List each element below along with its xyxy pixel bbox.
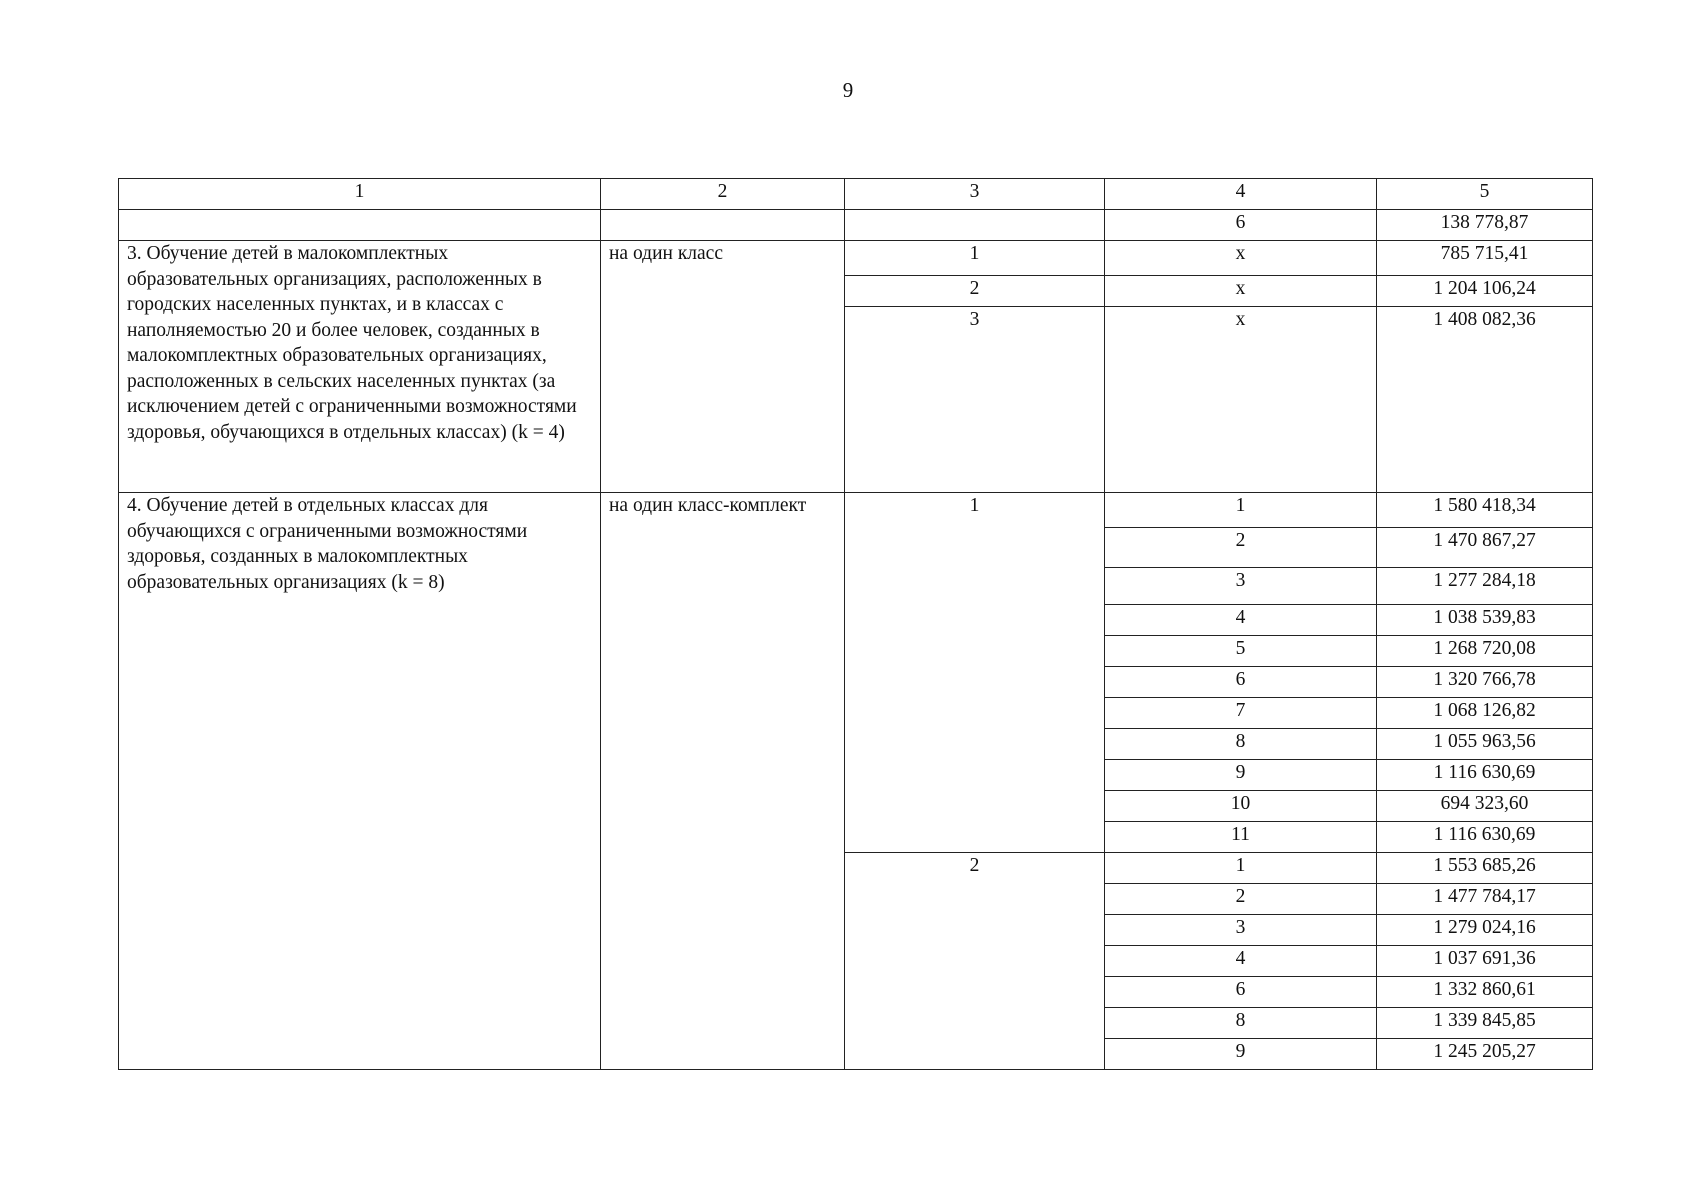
table-cell: 1 268 720,08 [1377,636,1593,667]
table-cell: 1 477 784,17 [1377,884,1593,915]
table-cell: 785 715,41 [1377,241,1593,276]
table-cell: х [1105,241,1377,276]
header-cell: 4 [1105,179,1377,210]
table-cell: 7 [1105,698,1377,729]
table-row [119,210,1593,241]
tariff-table [118,178,1593,1070]
header-cell: 5 [1377,179,1593,210]
table-cell: 4 [1105,605,1377,636]
table-cell: 694 323,60 [1377,791,1593,822]
group-cell: 2 [845,853,1105,1070]
table-cell: 4 [1105,946,1377,977]
table-cell: 3 [1105,915,1377,946]
table-cell: 1 580 418,34 [1377,493,1593,528]
table-cell: 1 116 630,69 [1377,822,1593,853]
table-row [119,493,1593,528]
section-4-unit: на один класс-комплект [601,493,845,1070]
table-cell [601,210,845,241]
table-cell: 1 245 205,27 [1377,1039,1593,1070]
table-cell: 9 [1105,760,1377,791]
table-cell: 1 038 539,83 [1377,605,1593,636]
page-number: 9 [842,78,854,102]
table-cell: 6 [1105,210,1377,241]
table-cell [119,210,601,241]
section-3-unit: на один класс [601,241,845,493]
table-cell: 8 [1105,729,1377,760]
table-cell: 1 339 845,85 [1377,1008,1593,1039]
table-cell: 9 [1105,1039,1377,1070]
table-cell: 1 116 630,69 [1377,760,1593,791]
table-cell: 11 [1105,822,1377,853]
table-cell: 138 778,87 [1377,210,1593,241]
table-cell: 2 [1105,884,1377,915]
table-cell: 8 [1105,1008,1377,1039]
table-cell: х [1105,276,1377,307]
table-cell: 1 [1105,493,1377,528]
group-cell: 1 [845,493,1105,853]
table-cell: 1 279 024,16 [1377,915,1593,946]
table-cell: 1 068 126,82 [1377,698,1593,729]
table-cell: 6 [1105,667,1377,698]
header-cell: 2 [601,179,845,210]
table-cell: 3 [1105,568,1377,605]
table-cell: 10 [1105,791,1377,822]
table-cell [845,210,1105,241]
header-cell: 1 [119,179,601,210]
table-header-row [119,179,1593,210]
table-cell: 1 553 685,26 [1377,853,1593,884]
table-cell: 1 320 766,78 [1377,667,1593,698]
table-cell: 1 [845,241,1105,276]
section-3-description: 3. Обучение детей в малокомплектных образовательных организациях, расположенных в городских населенных пунктах, и в классах с наполняемостью 20 и более человек, созданных в малокомплектных образовательных организациях, расположенных в сельских населенных пунктах (за исключением детей с ограниченными возможностями здоровья, обучающихся в отдельных классах) (k = 4) [119,241,601,493]
table-cell: 1 055 963,56 [1377,729,1593,760]
table-cell: 6 [1105,977,1377,1008]
section-4-description: 4. Обучение детей в отдельных классах для обучающихся с ограниченными возможностями здоровья, созданных в малокомплектных образовательных организациях (k = 8) [119,493,601,1070]
table-cell: 2 [1105,528,1377,568]
header-cell: 3 [845,179,1105,210]
table-cell: 1 470 867,27 [1377,528,1593,568]
table-cell: 5 [1105,636,1377,667]
table-cell: 1 [1105,853,1377,884]
table-cell: х [1105,307,1377,493]
table-cell: 1 204 106,24 [1377,276,1593,307]
table-cell: 1 037 691,36 [1377,946,1593,977]
table-cell: 1 277 284,18 [1377,568,1593,605]
table-row [119,241,1593,276]
table-cell: 2 [845,276,1105,307]
table-cell: 3 [845,307,1105,493]
table-cell: 1 332 860,61 [1377,977,1593,1008]
table-cell: 1 408 082,36 [1377,307,1593,493]
